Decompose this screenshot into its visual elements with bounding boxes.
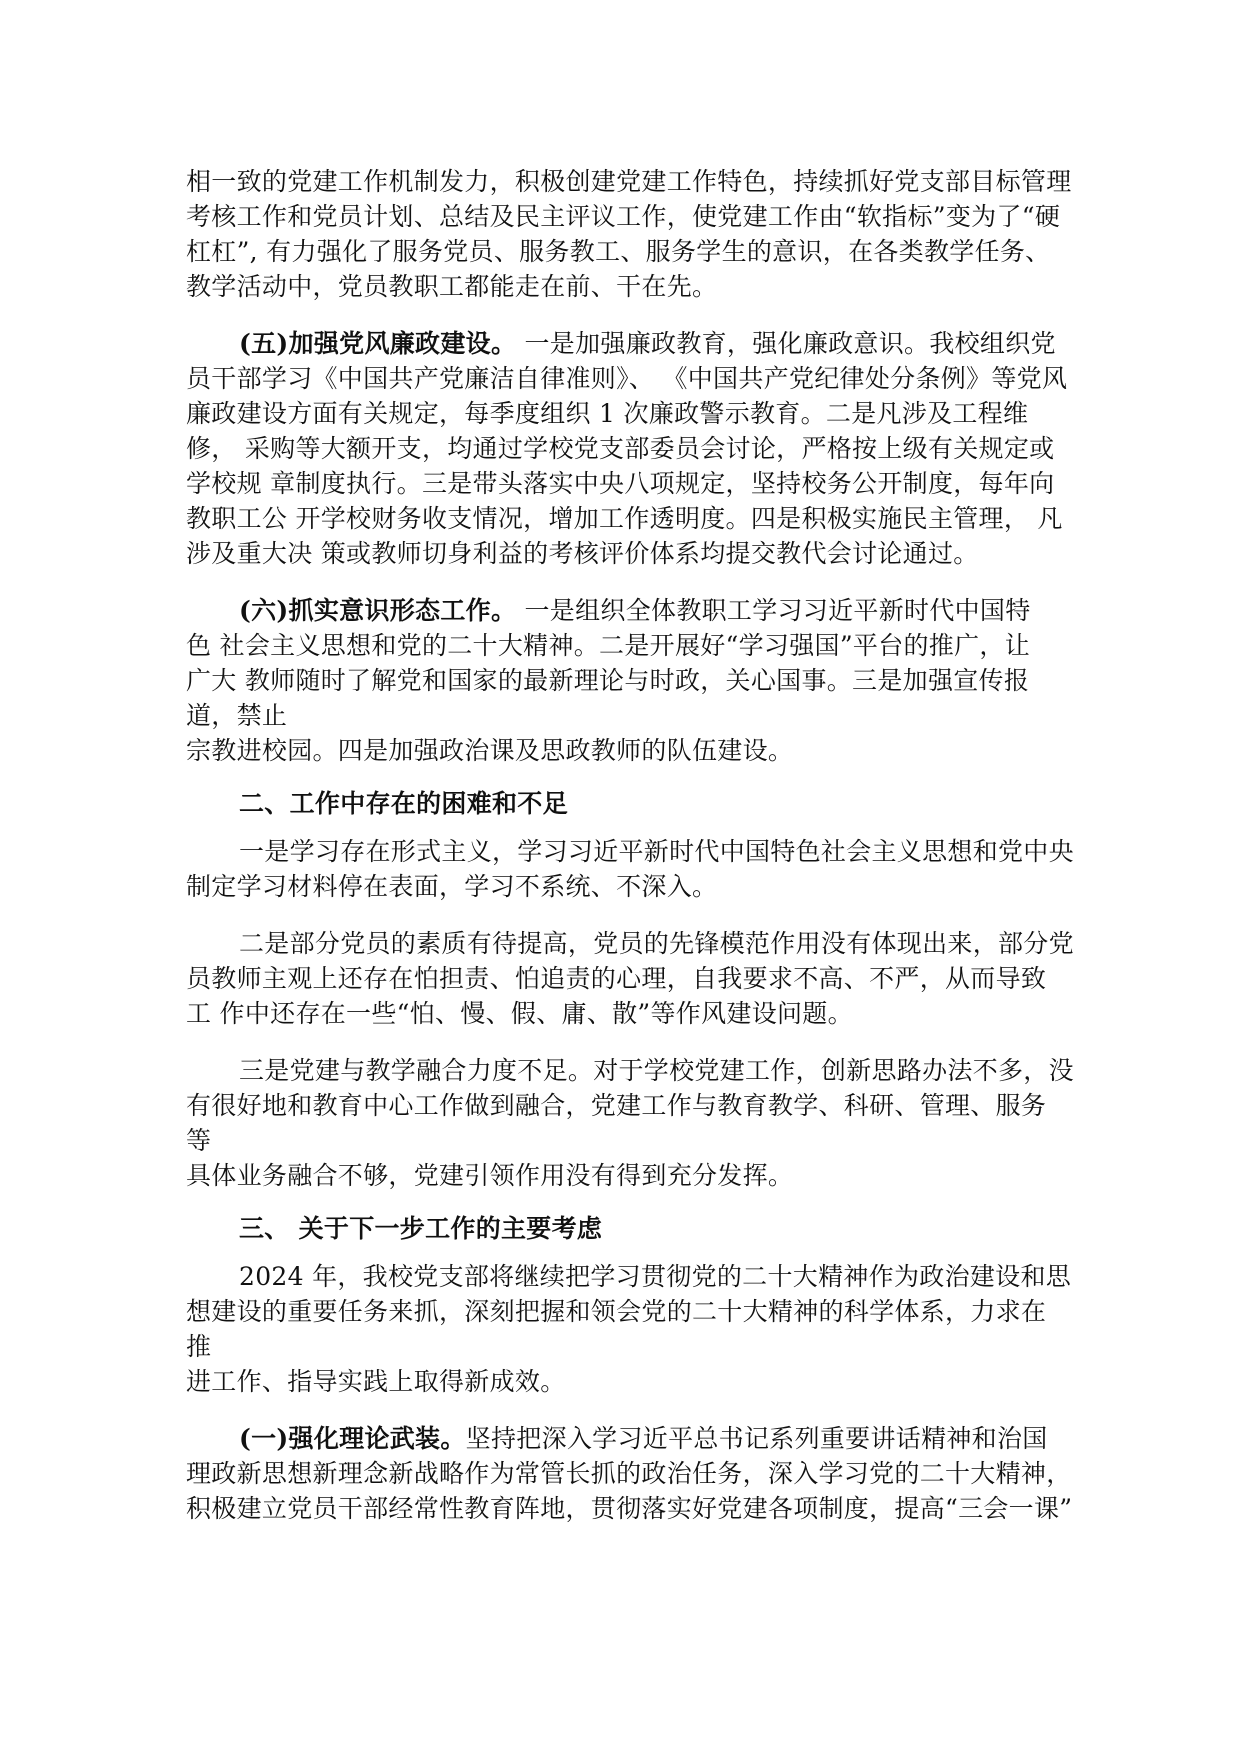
text-line: 教职工公 开学校财务收支情况，增加工作透明度。四是积极实施民主管理， 凡 — [186, 504, 1063, 533]
section-heading: (六)抓实意识形态工作。 — [239, 596, 517, 625]
text-line — [186, 326, 1056, 361]
text-run: 坚持把深入学习近平总书记系列重要讲话精神和治国 — [465, 1424, 1048, 1453]
text-line: 员干部学习《中国共产党廉洁自律准则》、 《中国共产党纪律处分条例》等党风 — [186, 364, 1068, 393]
paragraph-problem-3 — [186, 1053, 1074, 1193]
text-line: 学校规 章制度执行。三是带头落实中央八项规定，坚持校务公开制度，每年向 — [186, 469, 1055, 498]
text-line: 想建设的重要任务来抓，深刻把握和领会党的二十大精神的科学体系，力求在 — [186, 1297, 1047, 1326]
paragraph-problem-1 — [186, 834, 1074, 904]
text-run: 一是组织全体教职工学习习近平新时代中国特 — [516, 596, 1031, 625]
chapter-heading: 三、 关于下一步工作的主要考虑 — [239, 1214, 603, 1243]
text-line: 道，禁止 — [186, 701, 288, 730]
paragraph-ideology — [186, 593, 1056, 768]
paragraph-continuation — [186, 164, 1072, 304]
text-line: 具体业务融合不够，党建引领作用没有得到充分发挥。 — [186, 1161, 794, 1190]
text-line: 色 社会主义思想和党的二十大精神。二是开展好“学习强国”平台的推广，让 — [186, 631, 1031, 660]
text-line: 相一致的党建工作机制发力，积极创建党建工作特色，持续抓好党支部目标管理 — [186, 167, 1072, 196]
text-line: 考核工作和党员计划、总结及民主评议工作，使党建工作由“软指标”变为了“硬 — [186, 202, 1061, 231]
text-line: 二是部分党员的素质有待提高，党员的先锋模范作用没有体现出来，部分党 — [239, 929, 1074, 958]
text-line: 宗教进校园。四是加强政治课及思政教师的队伍建设。 — [186, 736, 794, 765]
section-heading: (五)加强党风廉政建设。 — [239, 329, 517, 358]
text-line: 积极建立党员干部经常性教育阵地，贯彻落实好党建各项制度，提高“三会一课” — [186, 1494, 1073, 1523]
text-line: 广大 教师随时了解党和国家的最新理论与时政，关心国事。三是加强宣传报 — [186, 666, 1030, 695]
text-line: 理政新思想新理念新战略作为常管长抓的政治任务，深入学习党的二十大精神， — [186, 1459, 1072, 1488]
paragraph-integrity — [186, 326, 1068, 571]
text-line: 制定学习材料停在表面，学习不系统、不深入。 — [186, 872, 718, 901]
paragraph-theory — [186, 1421, 1073, 1526]
text-line — [186, 593, 1056, 628]
text-line: 进工作、指导实践上取得新成效。 — [186, 1367, 566, 1396]
text-line: 2024 年，我校党支部将继续把学习贯彻党的二十大精神作为政治建设和思 — [239, 1262, 1072, 1291]
section-heading: (一)强化理论武装。 — [239, 1424, 466, 1453]
text-run: 一是加强廉政教育，强化廉政意识。我校组织党 — [516, 329, 1056, 358]
text-line: 廉政建设方面有关规定，每季度组织 1 次廉政警示教育。二是凡涉及工程维 — [186, 399, 1029, 428]
text-line: 员教师主观上还存在怕担责、怕追责的心理，自我要求不高、不严，从而导致 — [186, 964, 1047, 993]
document-page — [186, 164, 1074, 1526]
text-line: 三是党建与教学融合力度不足。对于学校党建工作，创新思路办法不多，没 — [239, 1056, 1074, 1085]
text-line: 推 — [186, 1332, 212, 1361]
text-line: 有很好地和教育中心工作做到融合，党建工作与教育教学、科研、管理、服务 — [186, 1091, 1047, 1120]
paragraph-problem-2 — [186, 926, 1074, 1031]
text-line — [186, 1421, 1056, 1456]
text-line: 杠杠”, 有力强化了服务党员、服务教工、服务学生的意识，在各类教学任务、 — [186, 237, 1051, 266]
text-line: 等 — [186, 1126, 212, 1155]
text-line: 教学活动中，党员教职工都能走在前、干在先。 — [186, 272, 718, 301]
text-line: 修， 采购等大额开支，均通过学校党支部委员会讨论，严格按上级有关规定或 — [186, 434, 1055, 463]
text-line: 一是学习存在形式主义，学习习近平新时代中国特色社会主义思想和党中央 — [239, 837, 1074, 866]
text-line: 涉及重大决 策或教师切身利益的考核评价体系均提交教代会讨论通过。 — [186, 539, 979, 568]
paragraph-next-steps — [186, 1259, 1072, 1399]
text-line: 工 作中还存在一些“怕、慢、假、庸、散”等作风建设问题。 — [186, 999, 853, 1028]
chapter-heading: 二、工作中存在的困难和不足 — [239, 789, 568, 818]
